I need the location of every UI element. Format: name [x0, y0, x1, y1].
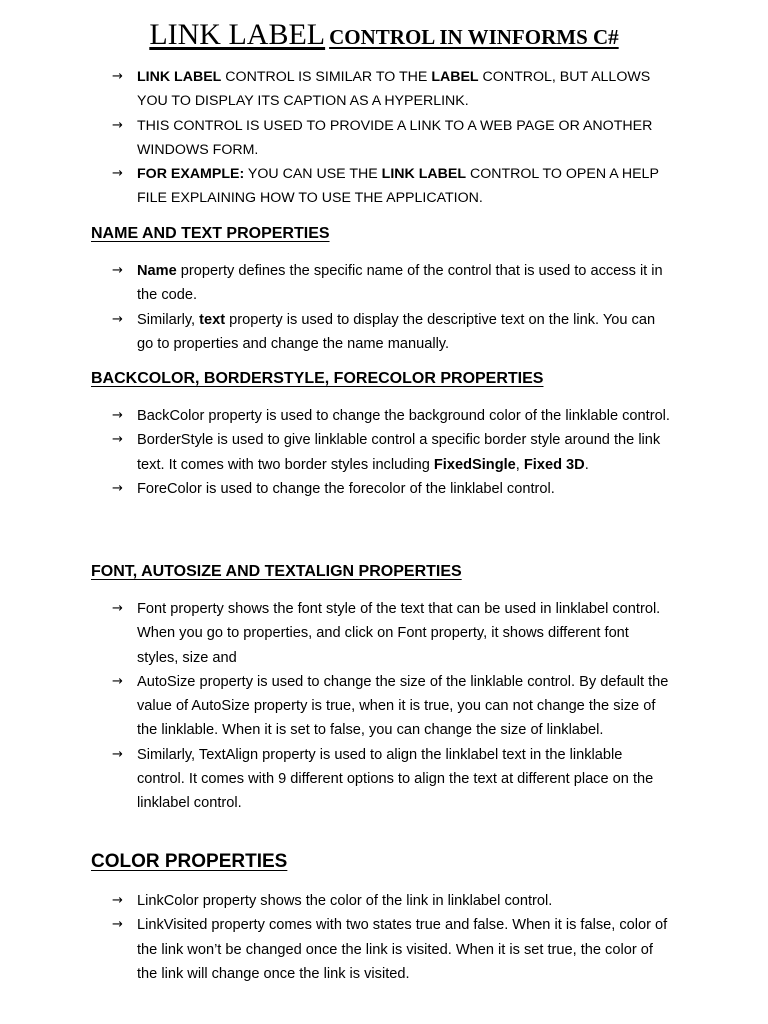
bullet-text: property is used to display the descriptive text on the link. You can go to properties and change the name manually. — [137, 311, 656, 352]
title-main: LINK LABEL — [149, 18, 326, 51]
bullet-text: ForeColor is used to change the forecolor of the linklabel control. — [137, 480, 555, 497]
list-item — [112, 65, 672, 114]
list-item — [112, 889, 672, 913]
list-item — [112, 162, 672, 211]
bullet-text: BorderStyle is used to give linklable control a specific border style around the link text. It comes with two border styles including — [137, 432, 661, 473]
arrow-bullet-icon: → — [112, 263, 123, 278]
bullet-text: BackColor property is used to change the background color of the linklable control. — [137, 408, 670, 424]
arrow-bullet-icon: → — [112, 917, 123, 933]
bullet-text: Similarly, TextAlign property is used to align the linklabel text in the linklable control. It comes with 9 different options to align the text at different place on the linklabel control. — [137, 746, 654, 812]
intro-list — [112, 65, 672, 211]
bullet-text: text — [199, 311, 226, 328]
list-item — [112, 308, 672, 357]
bullet-text: Name — [137, 263, 177, 279]
section-heading-color: COLOR PROPERTIES — [91, 851, 288, 872]
arrow-bullet-icon: → — [112, 166, 123, 182]
arrow-bullet-icon: → — [112, 673, 123, 689]
arrow-bullet-icon: → — [112, 408, 123, 423]
list-item — [112, 477, 672, 501]
color-list — [112, 889, 672, 986]
list-item — [112, 428, 672, 477]
arrow-bullet-icon: → — [112, 601, 123, 616]
font-list — [112, 597, 672, 816]
arrow-bullet-icon: → — [112, 893, 123, 908]
list-item — [112, 597, 672, 670]
bullet-text: CONTROL, BUT ALLOWS YOU TO DISPLAY ITS CAPTION AS A HYPERLINK. — [137, 69, 651, 110]
bullet-text: AutoSize property is used to change the size of the linklable control. By default the value of AutoSize property is true, when it is true, you can not change the size of the linklable. When it is set to false, you can change the size of linklabel. — [137, 673, 669, 739]
arrow-bullet-icon: → — [112, 117, 123, 133]
title-sub: CONTROL IN WINFORMS C# — [329, 25, 619, 49]
section-heading-font: FONT, AUTOSIZE AND TEXTALIGN PROPERTIES — [91, 563, 462, 580]
bullet-text: LINK LABEL — [381, 166, 466, 183]
arrow-bullet-icon: → — [112, 480, 123, 496]
section-heading-name-text: NAME AND TEXT PROPERTIES — [91, 225, 330, 242]
bullet-text: . — [584, 456, 589, 473]
bullet-text: LinkVisited property comes with two states true and false. When it is false, color of the link won’t be changed once the link is visited. When it is set true, the color of the link will change once the link is visited. — [137, 917, 668, 982]
list-item — [112, 743, 672, 816]
list-item — [112, 913, 672, 986]
bullet-text: FixedSingle — [433, 456, 516, 473]
arrow-bullet-icon: → — [112, 432, 123, 448]
name-text-list — [112, 259, 672, 356]
bullet-text: Font property shows the font style of the text that can be used in linklabel control. When you go to properties, and click on Font property, it shows different font styles, size and — [137, 601, 661, 666]
bullet-text: LABEL — [431, 69, 479, 85]
list-item — [112, 670, 672, 743]
list-item — [112, 404, 672, 428]
bullet-text: THIS CONTROL IS USED TO PROVIDE A LINK TO A WEB PAGE OR ANOTHER WINDOWS FORM. — [137, 117, 653, 158]
arrow-bullet-icon: → — [112, 746, 123, 762]
bullet-text: CONTROL IS SIMILAR TO THE — [221, 69, 432, 85]
bullet-text: Similarly, — [137, 311, 200, 328]
backcolor-list — [112, 404, 672, 501]
bullet-text: property defines the specific name of the control that is used to access it in the code. — [137, 263, 663, 304]
bullet-text: Fixed 3D — [523, 456, 585, 473]
bullet-text: LINK LABEL — [137, 69, 222, 85]
bullet-text: , — [515, 456, 524, 473]
bullet-text: FOR EXAMPLE: — [137, 166, 245, 183]
arrow-bullet-icon: → — [112, 69, 123, 84]
bullet-text: CONTROL TO OPEN A HELP FILE EXPLAINING HOW TO USE THE APPLICATION. — [137, 166, 659, 207]
arrow-bullet-icon: → — [112, 311, 123, 327]
bullet-text: YOU CAN USE THE — [244, 166, 382, 183]
page-title — [0, 18, 768, 52]
list-item — [112, 114, 672, 163]
list-item — [112, 259, 672, 308]
section-heading-backcolor: BACKCOLOR, BORDERSTYLE, FORECOLOR PROPERTIES — [91, 370, 544, 387]
bullet-text: LinkColor property shows the color of the link in linklabel control. — [137, 893, 553, 909]
